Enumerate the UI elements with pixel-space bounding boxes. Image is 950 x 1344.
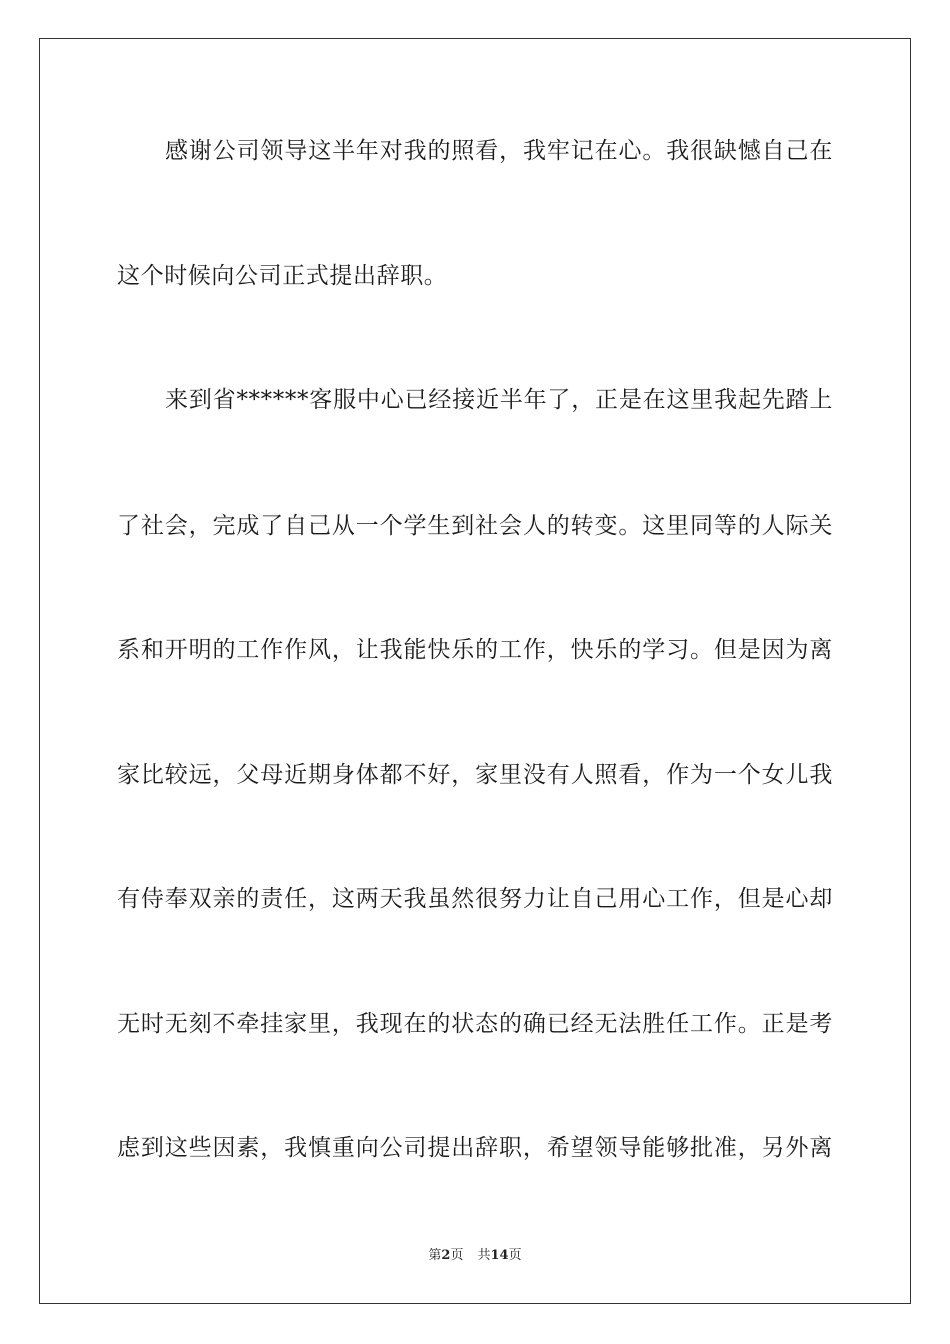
total-suffix: 页 [508,1248,522,1263]
paragraph-2-line-3: 系和开明的工作作风，让我能快乐的工作，快乐的学习。但是因为离 [117,637,833,663]
paragraph-1-line-1: 感谢公司领导这半年对我的照看，我牢记在心。我很缺憾自己在 [165,138,833,164]
page-prefix: 第 [428,1248,442,1263]
page-number: 2 [441,1248,451,1263]
total-prefix: 共 [477,1248,491,1263]
page-suffix: 页 [450,1248,464,1263]
paragraph-2-line-2: 了社会，完成了自己从一个学生到社会人的转变。这里同等的人际关 [117,513,833,539]
paragraph-2-line-1: 来到省******客服中心已经接近半年了，正是在这里我起先踏上 [165,387,833,413]
page-border [39,38,911,1304]
paragraph-2-line-5: 有侍奉双亲的责任，这两天我虽然很努力让自己用心工作，但是心却 [117,886,833,912]
paragraph-2-line-7: 虑到这些因素，我慎重向公司提出辞职，希望领导能够批准，另外离 [117,1135,833,1161]
page-footer [0,1247,950,1265]
paragraph-2-line-4: 家比较远，父母近期身体都不好，家里没有人照看，作为一个女儿我 [117,762,833,788]
paragraph-2-line-6: 无时无刻不牵挂家里，我现在的状态的确已经无法胜任工作。正是考 [117,1011,833,1037]
total-pages: 14 [490,1248,509,1263]
paragraph-1-line-2: 这个时候向公司正式提出辞职。 [117,263,448,289]
